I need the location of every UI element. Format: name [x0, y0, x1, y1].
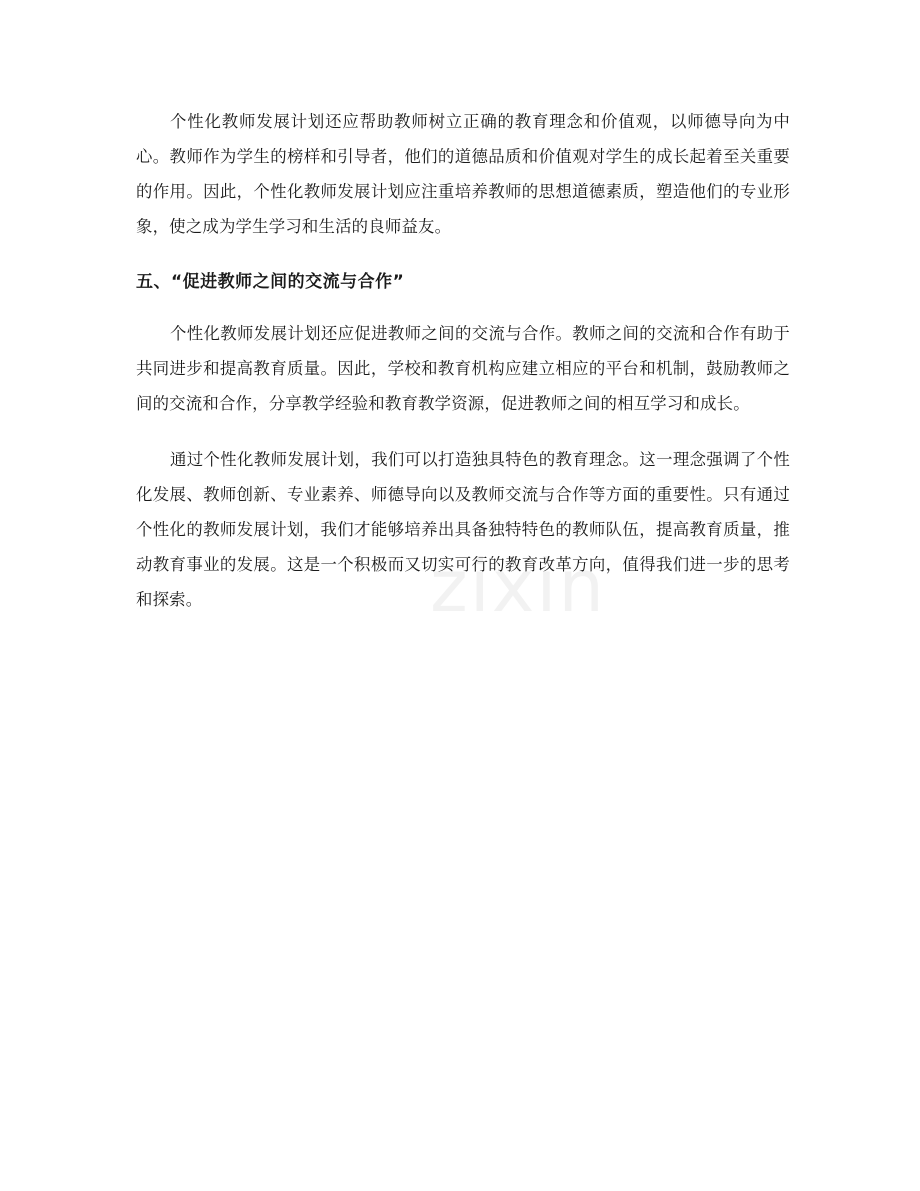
body-paragraph: 个性化教师发展计划还应帮助教师树立正确的教育理念和价值观，以师德导向为中心。教师作为学生的榜样和引导者，他们的道德品质和价值观对学生的成长起着至关重要的作用。因此，个性化教师发展计划应注重培养教师的思想道德素质，塑造他们的专业形象，使之成为学生学习和生活的良师益友。 — [136, 112, 790, 236]
body-paragraph: 通过个性化教师发展计划，我们可以打造独具特色的教育理念。这一理念强调了个性化发展、教师创新、专业素养、师德导向以及教师交流与合作等方面的重要性。只有通过个性化的教师发展计划，我们才能够培养出具备独特特色的教师队伍，提高教育质量，推动教育事业的发展。这是一个积极而又切实可行的教育改革方向，值得我们进一步的思考和探索。 — [136, 450, 790, 609]
document-body — [136, 104, 790, 638]
section-heading: 五、“促进教师之间的交流与合作” — [136, 272, 405, 292]
watermark: zixin — [430, 544, 607, 628]
body-paragraph: 个性化教师发展计划还应促进教师之间的交流与合作。教师之间的交流和合作有助于共同进步和提高教育质量。因此，学校和教育机构应建立相应的平台和机制，鼓励教师之间的交流和合作，分享教学经验和教育教学资源，促进教师之间的相互学习和成长。 — [136, 324, 790, 413]
